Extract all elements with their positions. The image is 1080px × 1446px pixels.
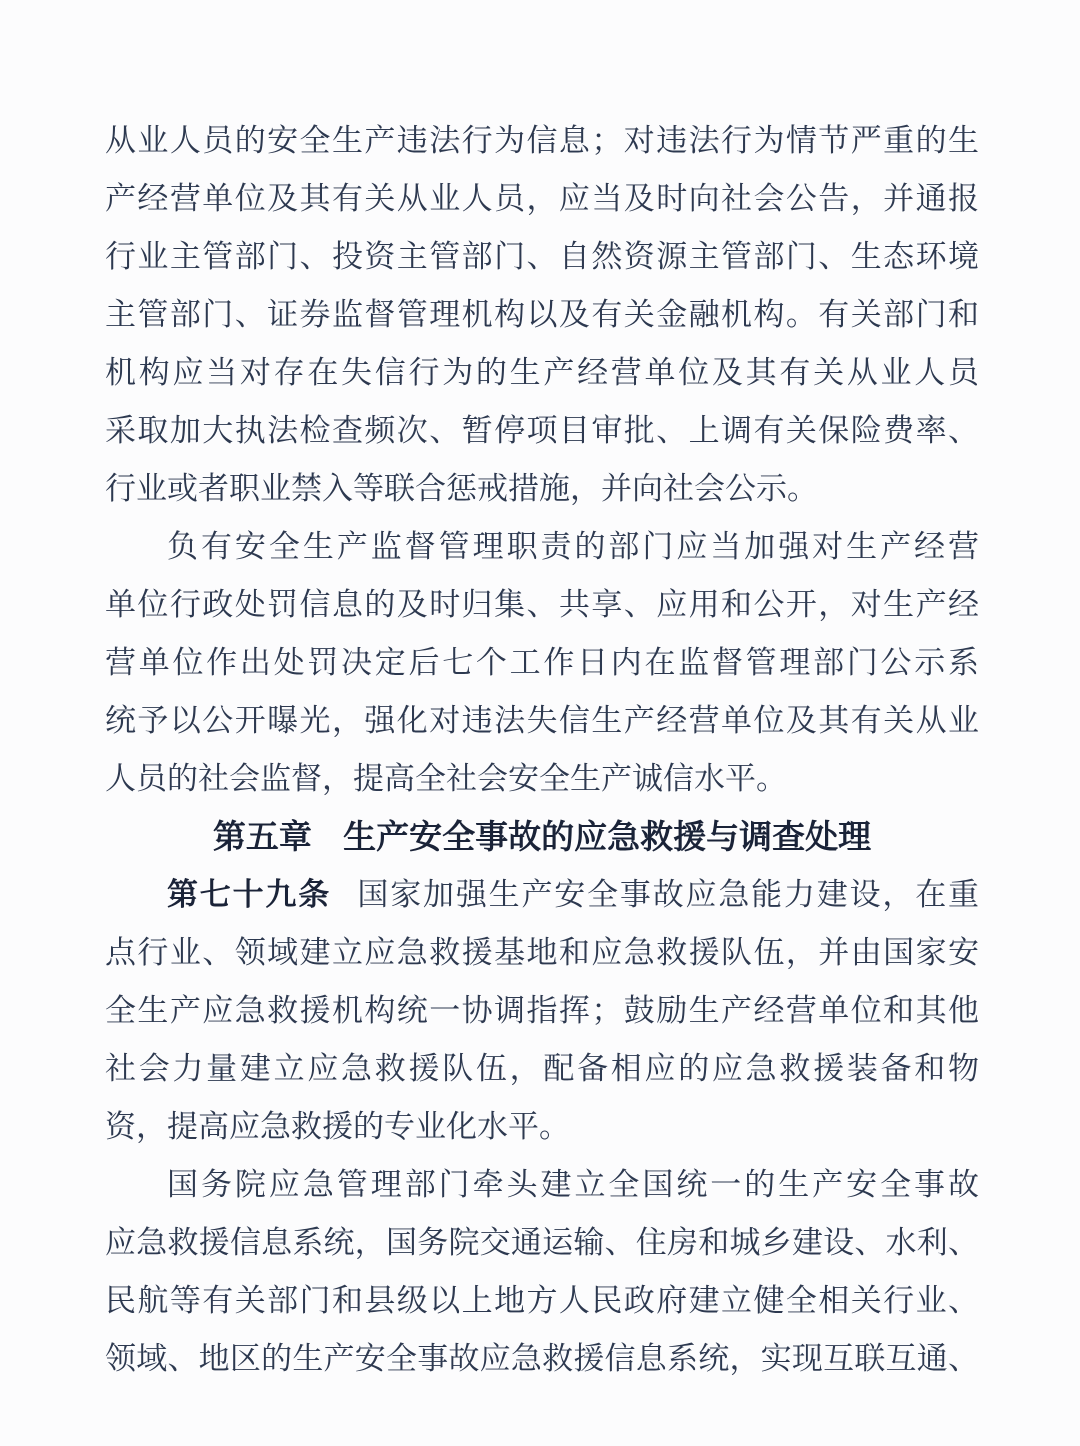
text-line: 产经营单位及其有关从业人员，应当及时向社会公告，并通报 — [105, 181, 979, 217]
paragraph-punishment-disclosure — [105, 518, 979, 808]
chapter-heading — [105, 808, 979, 866]
article-number: 第七十九条 — [167, 877, 332, 913]
text-line: 统予以公开曝光，强化对违法失信生产经营单位及其有关从业 — [105, 703, 979, 739]
paragraph-article-79 — [105, 866, 979, 1156]
paragraph-violation-info — [105, 112, 979, 518]
text-line: 单位行政处罚信息的及时归集、共享、应用和公开，对生产经 — [105, 587, 979, 623]
text-line: 主管部门、证券监督管理机构以及有关金融机构。有关部门和 — [105, 297, 979, 333]
text-line: 民航等有关部门和县级以上地方人民政府建立健全相关行业、 — [105, 1283, 979, 1319]
text-line: 行业主管部门、投资主管部门、自然资源主管部门、生态环境 — [105, 239, 979, 275]
text-line: 国务院应急管理部门牵头建立全国统一的生产安全事故 — [167, 1167, 979, 1203]
article-first-line — [105, 866, 979, 924]
text-line: 人员的社会监督，提高全社会安全生产诚信水平。 — [105, 761, 787, 797]
text-line: 采取加大执法检查频次、暂停项目审批、上调有关保险费率、 — [105, 413, 979, 449]
text-line: 领域、地区的生产安全事故应急救援信息系统，实现互联互通、 — [105, 1341, 979, 1377]
text-line: 全生产应急救援机构统一协调指挥；鼓励生产经营单位和其他 — [105, 993, 979, 1029]
text-line: 点行业、领域建立应急救援基地和应急救援队伍，并由国家安 — [105, 935, 979, 971]
text-line: 从业人员的安全生产违法行为信息；对违法行为情节严重的生 — [105, 123, 979, 159]
text-line: 负有安全生产监督管理职责的部门应当加强对生产经营 — [167, 529, 979, 565]
text-line: 机构应当对存在失信行为的生产经营单位及其有关从业人员 — [105, 355, 979, 391]
text-line: 资，提高应急救援的专业化水平。 — [105, 1109, 570, 1145]
text-line: 营单位作出处罚决定后七个工作日内在监督管理部门公示系 — [105, 645, 979, 681]
text-line: 行业或者职业禁入等联合惩戒措施，并向社会公示。 — [105, 471, 818, 507]
chapter-number: 第五章 — [212, 817, 312, 856]
paragraph-rescue-info-system — [105, 1156, 979, 1388]
chapter-title: 生产安全事故的应急救援与调查处理 — [343, 817, 872, 856]
text-line: 应急救援信息系统，国务院交通运输、住房和城乡建设、水利、 — [105, 1225, 979, 1261]
text-line: 国家加强生产安全事故应急能力建设，在重 — [357, 877, 980, 913]
document-text-block — [105, 112, 979, 1388]
text-line: 社会力量建立应急救援队伍，配备相应的应急救援装备和物 — [105, 1051, 979, 1087]
